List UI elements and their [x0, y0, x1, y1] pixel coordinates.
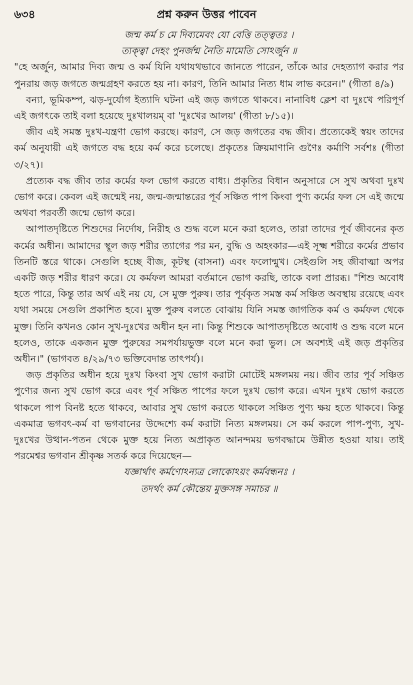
page-number: ৬৩৪ — [14, 8, 36, 21]
body-text — [14, 28, 404, 498]
paragraph: "হে অর্জুন, আমার দিব্য জন্ম ও কর্ম যিনি যথাযথভাবে জানতে পারেন, তাঁকে আর দেহত্যাগ করার পর পুনরায় জড় জগতে জন্মগ্রহণ করতে হয় না। কারণ, তিনি আমার নিত্য ধাম লাভ করেন।" (গীতা ৪/৯) — [14, 62, 404, 90]
paragraph: জড় প্রকৃতির অধীন হয়ে দুঃখ কিংবা সুখ ভোগ করাটা মোটেই মঙ্গলময় নয়। জীব তার পূর্ব সঞ্চিত পুণ্যের জন্য সুখ ভোগ করে এবং পূর্ব সঞ্চিত পাপের ফলে দুঃখ ভোগ করে। এখন দুঃখ ভোগ করতে থাকলে পাপ বিনষ্ট হতে থাকবে, আবার সুখ ভোগ করতে থাকলে সঞ্চিত পুণ্য ক্ষয় হতে থাকবে। কিন্তু একমাত্র ভগবৎ-কর্ম বা ভগবানের উদ্দেশ্যে কর্ম করাটা নিত্য মঙ্গলময়। সে কর্ম করলে পাপ-পুণ্য, সুখ-দুঃখের উত্থান-পতন থেকে মুক্ত হয়ে নিত্য অপ্রাকৃত আনন্দময় ভগবদ্ধামে উন্নীত হওয়া যায়। তাই পরমেশ্বর ভগবান শ্রীকৃষ্ণ সতর্ক করে দিয়েছেন— — [14, 370, 404, 463]
verse-line: তদর্থং কর্ম কৌন্তেয় মুক্তসঙ্গ সমাচর ॥ — [140, 483, 278, 495]
paragraph: আপাতদৃষ্টিতে শিশুদের নির্দোষ, নিরীহ ও শুদ্ধ বলে মনে করা হলেও, তারা তাদের পূর্ব জীবনের কৃত কর্মের অধীন। আমাদের স্থূল জড় শরীর ত্যাগের পর মন, বুদ্ধি ও অহংকার—এই সূক্ষ্ম শরীরে কর্মের প্রভাব তিনটি স্তরে থাকে। সেগুলি হচ্ছে বীজ, কূটস্থ (বাসনা) এবং ফলোন্মুখ। সেইগুলি সহ জীবাত্মা অপর একটি জড় শরীর ধারণ করে। যে কর্মফল আমরা বর্তমানে ভোগ করছি, তাকে বলা প্রারব্ধ। "শিশু অবোধ হতে পারে, কিন্তু তার অর্থ এই নয় যে, সে মুক্ত পুরুষ। তার পূর্বকৃত সমস্ত কর্ম সঞ্চিত অবস্থায় রয়েছে এবং যথা সময়ে সেগুলি প্রকাশিত হবে। মুক্ত পুরুষ বলতে বোঝায় যিনি সমস্ত জাগতিক কর্ম ও কর্মফল থেকে মুক্ত। তিনি কখনও কোন সুখ-দুঃখের অধীন হন না। কিন্তু শিশুকে আপাতদৃষ্টিতে অবোধ ও শুদ্ধ বলে মনে হলেও, তাকে একজন মুক্ত পুরুষের সমপর্যায়ভুক্ত বলে মনে করা ভুল। সে অবশ্যই এই জড় প্রকৃতির অধীন।" (ভাগবত ৪/২৯/৭৩ ভক্তিবেদান্ত তাৎপর্য)। — [14, 224, 404, 366]
paragraph: বন্যা, ভূমিকম্প, ঝড়-দুর্যোগ ইত্যাদি ঘটনা এই জড় জগতে থাকবে। নানাবিধ ক্লেশ বা দুঃখে পরিপূর্ণ এই জগৎকে তাই বলা হয়েছে দুঃখালয়ম্ বা 'দুঃখের আলয়' (গীতা ৮/১৫)। — [14, 94, 404, 123]
paragraph: জীব এই সমস্ত দুঃখ-যন্ত্রণা ভোগ করছে। কারণ, সে জড় জগতের বদ্ধ জীব। প্রত্যেকেই স্বয়ং তাদের কর্ম অনুযায়ী এই জগতে বদ্ধ হয়ে কর্ম করে চলেছে। প্রকৃতেঃ ক্রিয়মাণানি গুণৈঃ কর্মাণি সর্বশঃ (গীতা ৩/২৭)। — [14, 127, 404, 171]
verse-line: ত্যক্ত্বা দেহং পুনর্জন্ম নৈতি মামেতি সোঽর্জুন ॥ — [121, 46, 297, 58]
paragraph: প্রত্যেক বদ্ধ জীব তার কর্মের ফল ভোগ করতে বাধ্য। প্রকৃতির বিধান অনুসারে সে সুখ অথবা দুঃখ ভোগ করে। কেবল এই জন্মেই নয়, জন্ম-জন্মান্তরের পূর্ব সঞ্চিত পাপ কিংবা পুণ্য কর্মের ফল সে এই জন্মে অথবা পরবর্তী জন্মে ভোগ করে। — [14, 175, 404, 220]
page-header — [0, 6, 413, 22]
running-title: প্রশ্ন করুন উত্তর পাবেন — [156, 8, 257, 21]
verse-line: জন্ম কর্ম চ মে দিব্যমেবং যো বেত্তি তত্ত্বতঃ । — [124, 30, 294, 41]
verse-line: যজ্ঞার্থাৎ কর্মণোঽন্যত্র লোকোঽয়ং কর্মবন্ধনঃ । — [123, 467, 295, 479]
